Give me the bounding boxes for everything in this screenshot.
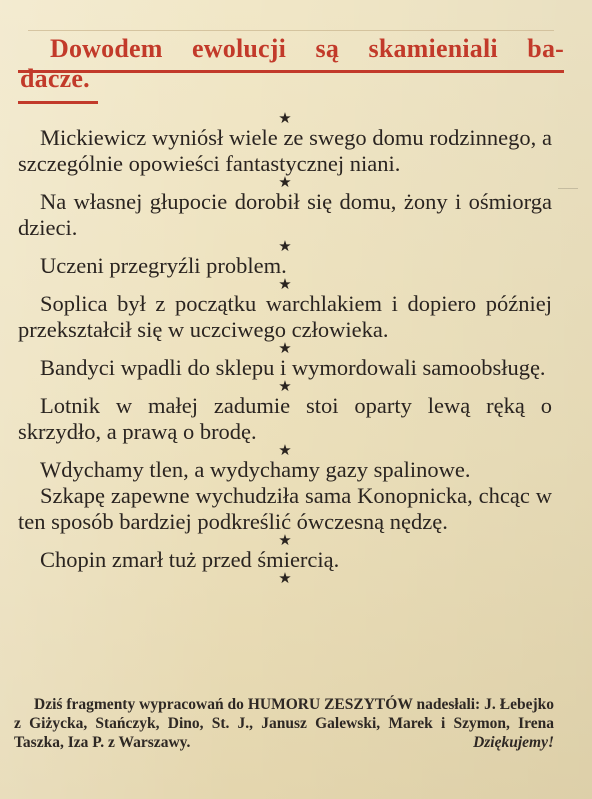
headline-line-2: dacze.: [20, 64, 90, 93]
star-separator-icon: ★: [278, 341, 292, 357]
list-item: Uczeni przegryźli problem.: [40, 253, 287, 278]
headline-underline-1: [18, 70, 564, 73]
list-item: Szkapę zapewne wychudziła sama Konopnicka, chcąc w ten sposób bardziej podkreślić ówczesną nędzę.: [18, 483, 552, 534]
list-item: Wdychamy tlen, a wydychamy gazy spalinowe.: [40, 457, 471, 482]
star-separator-icon: ★: [278, 111, 292, 127]
star-separator-icon: ★: [278, 277, 292, 293]
credits-text: Dziś fragmenty wypracowań do HUMORU ZESZYTÓW nadesłali: J. Łebejko z Giżycka, Stańczyk, Dino, St. J., Janusz Galewski, Marek i Szymon, Irena Taszka, Iza P. z Warszawy.: [14, 696, 554, 751]
list-item: Chopin zmarł tuż przed śmiercią.: [40, 547, 340, 572]
headline: [16, 34, 564, 94]
star-separator-icon: ★: [278, 239, 292, 255]
anecdote-list: [18, 112, 552, 585]
list-item: Soplica był z początku warchlakiem i dopiero później przekształcił się w uczciwego człowieka.: [18, 291, 552, 342]
top-border-line: [28, 30, 554, 31]
list-item: Bandyci wpadli do sklepu i wymordowali samoobsługę.: [40, 355, 546, 380]
paper-fold-mark: [558, 188, 578, 189]
star-separator-icon: ★: [278, 379, 292, 395]
list-item: Mickiewicz wyniósł wiele ze swego domu rodzinnego, a szczególnie opowieści fantastycznej niani.: [18, 125, 552, 176]
thanks-text: Dziękujemy!: [473, 734, 554, 751]
credits-note: [14, 695, 554, 752]
list-item: Lotnik w małej zadumie stoi oparty lewą ręką o skrzydło, a prawą o brodę.: [18, 393, 552, 444]
list-item: Na własnej głupocie dorobił się domu, żony i ośmiorga dzieci.: [18, 189, 552, 240]
star-separator-icon: ★: [278, 175, 292, 191]
headline-line-1: Dowodem ewolucji są skamieniali ba-: [50, 34, 564, 63]
star-separator-icon: ★: [278, 443, 292, 459]
headline-underline-2: [18, 101, 98, 104]
star-separator-icon: ★: [278, 533, 292, 549]
star-separator-icon: ★: [278, 571, 292, 587]
